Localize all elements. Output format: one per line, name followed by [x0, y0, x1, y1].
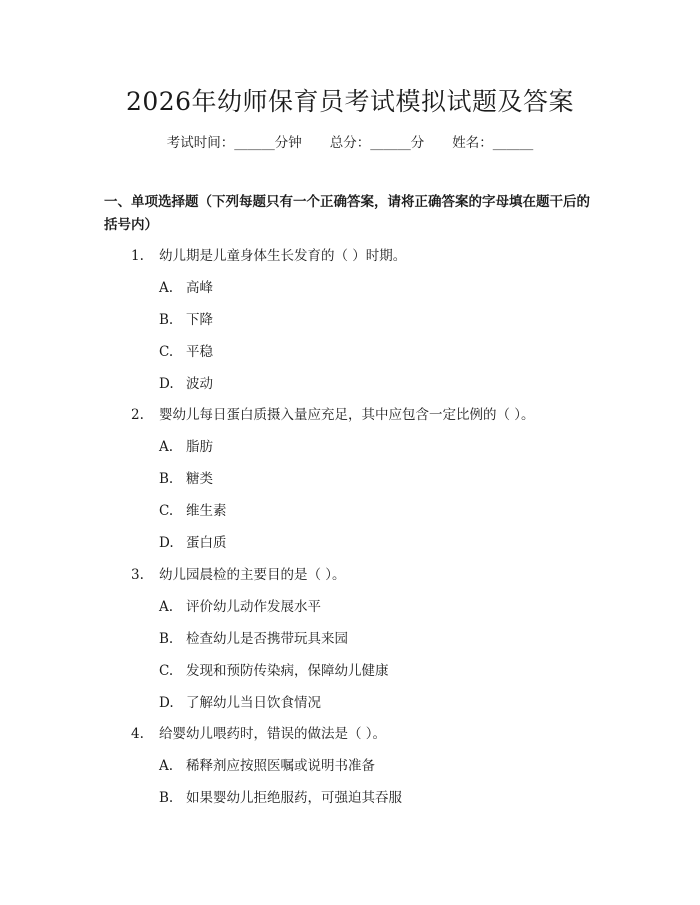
- total-score-unit: 分: [410, 135, 425, 151]
- option-text: 检查幼儿是否携带玩具来园: [186, 631, 348, 647]
- question-text: 幼儿期是儿童身体生长发育的（ ）时期。: [159, 248, 407, 264]
- question-text: 婴幼儿每日蛋白质摄入量应充足，其中应包含一定比例的（ ）。: [159, 407, 535, 423]
- option-2b: [159, 467, 213, 487]
- option-letter: C.: [159, 503, 174, 519]
- option-letter: D.: [159, 695, 174, 711]
- question-3: [131, 563, 346, 583]
- option-text: 下降: [186, 312, 213, 328]
- option-letter: B.: [159, 471, 174, 487]
- total-score-label: 总分：: [329, 135, 371, 151]
- option-letter: B.: [159, 631, 174, 647]
- option-1b: [159, 308, 213, 328]
- name-blank: ______: [492, 135, 534, 151]
- option-letter: A.: [159, 599, 174, 615]
- question-text: 给婴幼儿喂药时，错误的做法是（ ）。: [159, 726, 387, 742]
- option-2c: [159, 499, 227, 519]
- option-text: 脂肪: [186, 439, 213, 455]
- option-letter: C.: [159, 663, 174, 679]
- document-title: 2026年幼师保育员考试模拟试题及答案: [125, 87, 575, 116]
- option-text: 糖类: [186, 471, 213, 487]
- question-1: [131, 244, 406, 264]
- option-3c: [159, 659, 389, 679]
- option-letter: B.: [159, 312, 174, 328]
- exam-time-label: 考试时间：: [166, 135, 235, 151]
- option-text: 了解幼儿当日饮食情况: [186, 695, 321, 711]
- option-text: 评价幼儿动作发展水平: [186, 599, 321, 615]
- option-text: 发现和预防传染病，保障幼儿健康: [186, 663, 389, 679]
- exam-info-line: [0, 131, 700, 151]
- name-label: 姓名：: [452, 135, 493, 151]
- option-1c: [159, 340, 213, 360]
- option-4b: [159, 786, 402, 806]
- option-3d: [159, 691, 321, 711]
- option-2a: [159, 435, 213, 455]
- question-number: 3.: [131, 567, 144, 583]
- option-text: 平稳: [186, 344, 213, 360]
- question-2: [131, 403, 535, 423]
- option-text: 蛋白质: [186, 535, 227, 551]
- question-text: 幼儿园晨检的主要目的是（ ）。: [159, 567, 346, 583]
- option-letter: A.: [159, 439, 174, 455]
- question-number: 4.: [131, 726, 144, 742]
- option-text: 波动: [186, 376, 213, 392]
- option-letter: D.: [159, 535, 174, 551]
- option-4a: [159, 754, 375, 774]
- option-letter: C.: [159, 344, 174, 360]
- option-1d: [159, 372, 213, 392]
- option-letter: A.: [159, 280, 174, 296]
- section-heading: 一、单项选择题（下列每题只有一个正确答案，请将正确答案的字母填在题干后的括号内）: [104, 194, 590, 233]
- option-3b: [159, 627, 348, 647]
- option-text: 如果婴幼儿拒绝服药，可强迫其吞服: [186, 790, 402, 806]
- question-4: [131, 722, 386, 742]
- option-letter: D.: [159, 376, 174, 392]
- total-score-blank: ______: [370, 135, 411, 151]
- option-3a: [159, 595, 321, 615]
- exam-time-blank: ______: [234, 135, 275, 151]
- exam-time-unit: 分钟: [274, 135, 302, 151]
- option-letter: A.: [159, 758, 174, 774]
- option-letter: B.: [159, 790, 174, 806]
- option-1a: [159, 276, 213, 296]
- question-number: 1.: [131, 248, 144, 264]
- option-text: 高峰: [186, 280, 213, 296]
- option-2d: [159, 531, 227, 551]
- option-text: 维生素: [186, 503, 227, 519]
- option-text: 稀释剂应按照医嘱或说明书准备: [186, 758, 375, 774]
- question-number: 2.: [131, 407, 144, 423]
